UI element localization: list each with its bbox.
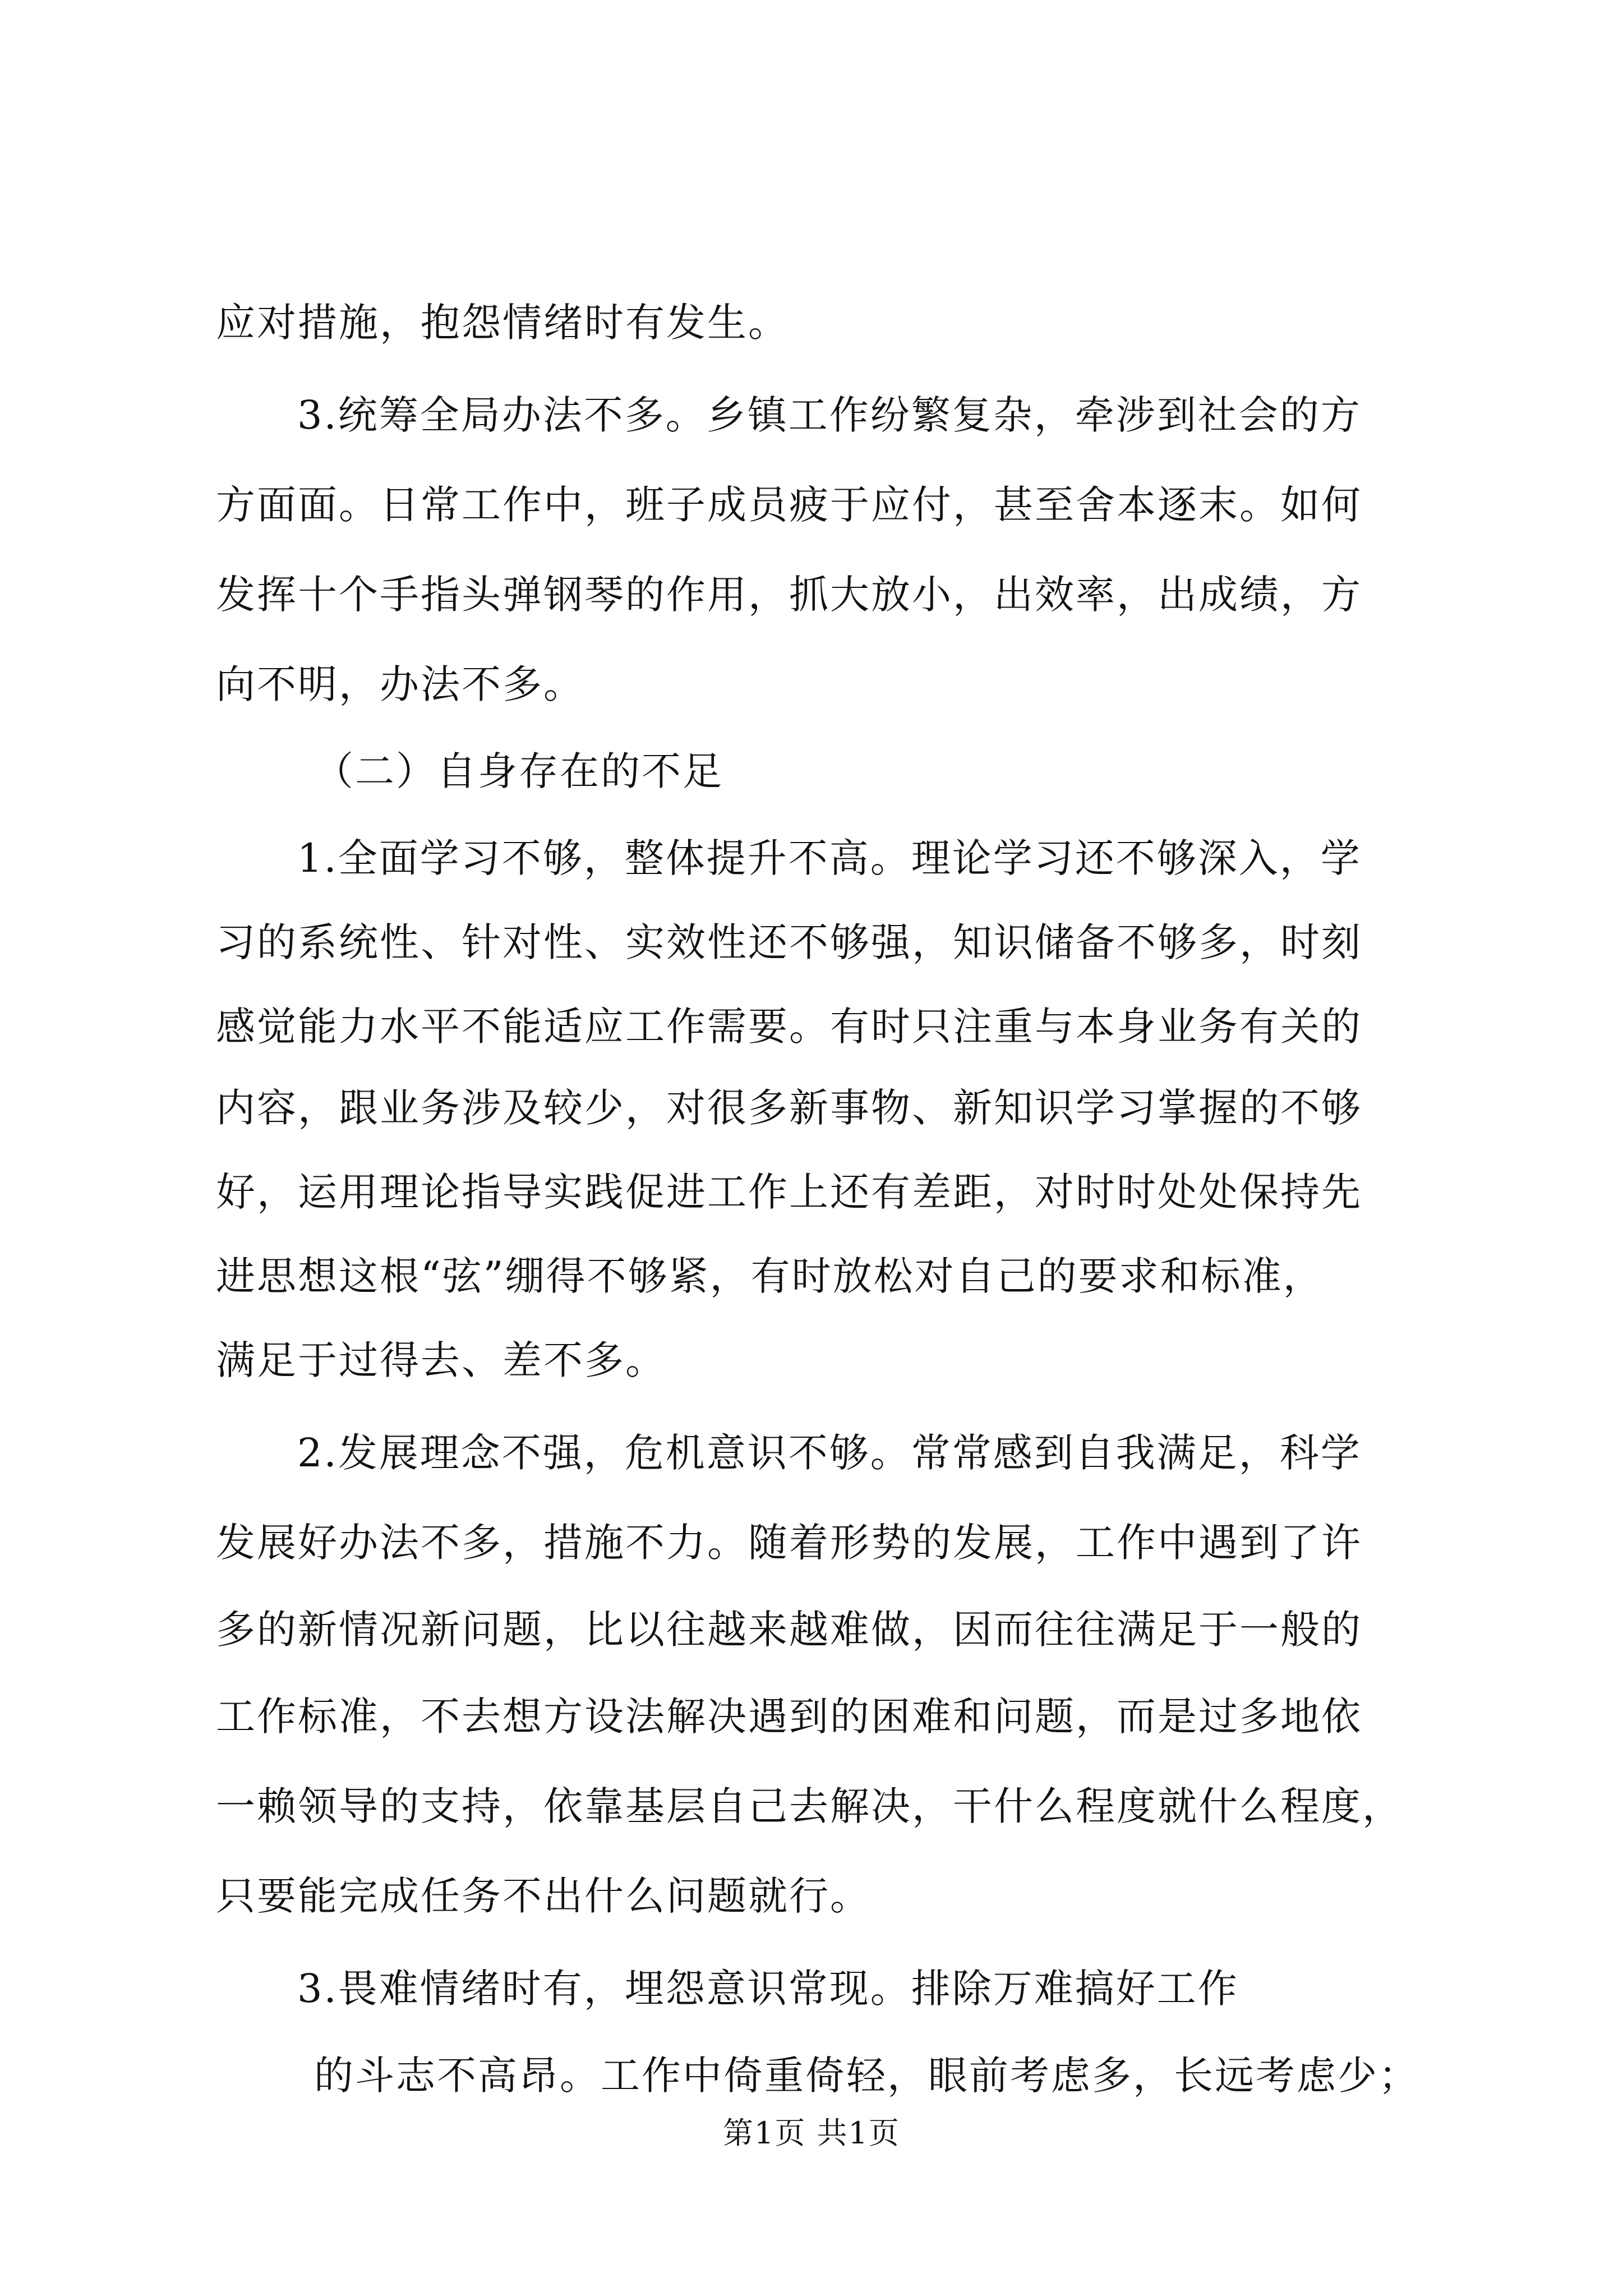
body-line: 3.统筹全局办法不多。乡镇工作纷繁复杂，牵涉到社会的方 bbox=[297, 392, 1362, 438]
page-footer: 第1页 共1页 bbox=[723, 2115, 900, 2151]
body-line: 方面面。日常工作中，班子成员疲于应付，甚至舍本逐末。如何 bbox=[216, 482, 1362, 528]
body-line: 应对措施，抱怨情绪时有发生。 bbox=[216, 300, 789, 346]
body-line: 习的系统性、针对性、实效性还不够强，知识储备不够多，时刻 bbox=[216, 919, 1362, 965]
body-line: 3.畏难情绪时有，埋怨意识常现。排除万难搞好工作 bbox=[297, 1966, 1239, 2012]
body-line: 进思想这根“弦”绷得不够紧，有时放松对自己的要求和标准， bbox=[216, 1253, 1324, 1299]
body-line: 1.全面学习不够，整体提升不高。理论学习还不够深入，学 bbox=[297, 835, 1362, 881]
body-line: 好，运用理论指导实践促进工作上还有差距，对时时处处保持先 bbox=[216, 1169, 1362, 1215]
body-line: 工作标准，不去想方设法解决遇到的困难和问题，而是过多地依 bbox=[216, 1694, 1362, 1740]
body-line: 感觉能力水平不能适应工作需要。有时只注重与本身业务有关的 bbox=[216, 1004, 1362, 1050]
body-line: 一赖领导的支持，依靠基层自己去解决，干什么程度就什么程度， bbox=[216, 1783, 1403, 1829]
body-line: 的斗志不高昂。工作中倚重倚轻，眼前考虑多，长远考虑少； bbox=[314, 2053, 1419, 2099]
body-line: 向不明，办法不多。 bbox=[216, 661, 584, 707]
body-line: 发展好办法不多，措施不力。随着形势的发展，工作中遇到了许 bbox=[216, 1520, 1362, 1566]
body-line: 发挥十个手指头弹钢琴的作用，抓大放小，出效率，出成绩，方 bbox=[216, 572, 1362, 618]
body-line: 只要能完成任务不出什么问题就行。 bbox=[216, 1873, 871, 1919]
body-line: 多的新情况新问题，比以往越来越难做，因而往往满足于一般的 bbox=[216, 1607, 1362, 1653]
body-line: 2.发展理念不强，危机意识不够。常常感到自我满足，科学 bbox=[297, 1430, 1362, 1476]
body-line: 内容，跟业务涉及较少，对很多新事物、新知识学习掌握的不够 bbox=[216, 1085, 1362, 1131]
body-line: 满足于过得去、差不多。 bbox=[216, 1337, 666, 1383]
section-heading: （二）自身存在的不足 bbox=[314, 748, 723, 794]
